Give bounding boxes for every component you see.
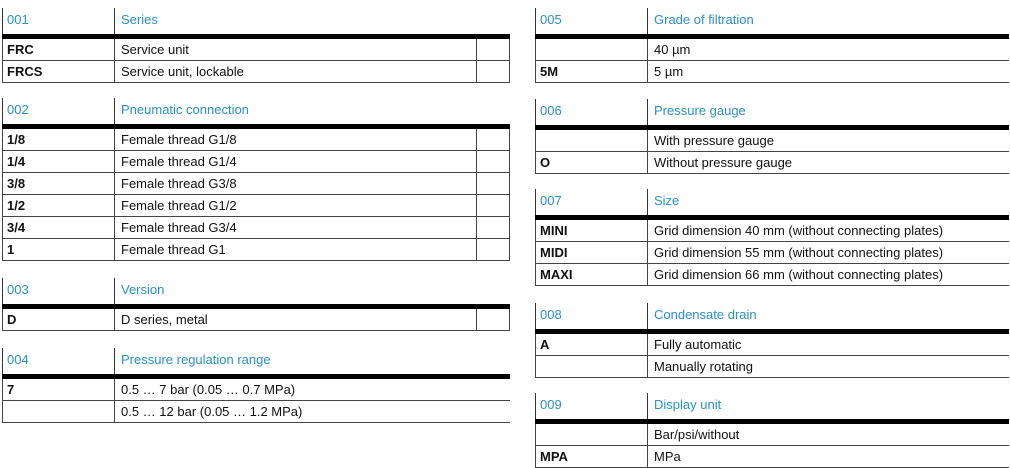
entry-box: [476, 195, 510, 216]
option-description: Without pressure gauge: [647, 152, 1009, 173]
section-header: [2, 98, 510, 124]
table-row: [2, 195, 510, 217]
option-code: 1/2: [2, 195, 114, 216]
option-description: Female thread G3/8: [114, 173, 476, 194]
option-code: [535, 424, 647, 445]
table-row: [2, 309, 510, 331]
table-row: [535, 61, 1009, 83]
table-row: [2, 239, 510, 261]
option-code: 3/4: [2, 217, 114, 238]
option-description: Service unit: [114, 39, 476, 60]
table-row: [535, 39, 1009, 61]
option-description: Grid dimension 40 mm (without connecting plates): [647, 220, 1009, 241]
table-row: [2, 61, 510, 83]
section-title: Size: [647, 189, 1009, 215]
table-row: [535, 446, 1009, 468]
table-row: [2, 217, 510, 239]
option-description: Grid dimension 66 mm (without connecting plates): [647, 264, 1009, 285]
section-006: [535, 99, 1009, 174]
section-number: 003: [2, 278, 114, 304]
table-row: [2, 39, 510, 61]
section-number: 002: [2, 98, 114, 124]
table-row: [2, 151, 510, 173]
option-code: A: [535, 334, 647, 355]
table-row: [535, 334, 1009, 356]
option-description: Fully automatic: [647, 334, 1009, 355]
option-code: FRC: [2, 39, 114, 60]
option-description: 5 µm: [647, 61, 1009, 82]
section-number: 001: [2, 8, 114, 34]
section-title: Display unit: [647, 393, 1009, 419]
section-009: [535, 393, 1009, 468]
section-005: [535, 8, 1009, 83]
option-code: 1/8: [2, 129, 114, 150]
table-row: [535, 130, 1009, 152]
table-row: [535, 152, 1009, 174]
section-number: 004: [2, 348, 114, 374]
option-description: Female thread G1/2: [114, 195, 476, 216]
section-001: [2, 8, 510, 83]
option-description: Grid dimension 55 mm (without connecting plates): [647, 242, 1009, 263]
option-code: [535, 39, 647, 60]
option-description: Female thread G1: [114, 239, 476, 260]
section-title: Pneumatic connection: [114, 98, 510, 124]
table-row: [535, 242, 1009, 264]
option-description: Manually rotating: [647, 356, 1009, 377]
option-code: 3/8: [2, 173, 114, 194]
section-007: [535, 189, 1009, 286]
section-header: [535, 189, 1009, 215]
option-code: MPA: [535, 446, 647, 467]
option-description: Female thread G3/4: [114, 217, 476, 238]
section-header: [535, 393, 1009, 419]
option-description: With pressure gauge: [647, 130, 1009, 151]
option-code: 5M: [535, 61, 647, 82]
option-code: FRCS: [2, 61, 114, 82]
section-008: [535, 303, 1009, 378]
section-003: [2, 278, 510, 331]
option-description: Female thread G1/8: [114, 129, 476, 150]
section-004: [2, 348, 510, 423]
table-row: [2, 129, 510, 151]
section-header: [2, 278, 510, 304]
table-row: [535, 264, 1009, 286]
option-description: 0.5 … 7 bar (0.05 … 0.7 MPa): [114, 379, 510, 400]
table-row: [535, 356, 1009, 378]
section-number: 005: [535, 8, 647, 34]
table-row: [2, 173, 510, 195]
option-code: MINI: [535, 220, 647, 241]
entry-box: [476, 239, 510, 260]
section-header: [535, 303, 1009, 329]
table-row: [2, 401, 510, 423]
option-description: D series, metal: [114, 309, 476, 330]
section-number: 008: [535, 303, 647, 329]
section-title: Version: [114, 278, 510, 304]
option-code: MIDI: [535, 242, 647, 263]
table-row: [535, 424, 1009, 446]
section-header: [2, 8, 510, 34]
option-code: MAXI: [535, 264, 647, 285]
table-row: [535, 220, 1009, 242]
section-title: Pressure gauge: [647, 99, 1009, 125]
option-code: 1/4: [2, 151, 114, 172]
section-header: [535, 99, 1009, 125]
entry-box: [476, 61, 510, 82]
option-code: [2, 401, 114, 422]
option-description: Service unit, lockable: [114, 61, 476, 82]
option-code: 7: [2, 379, 114, 400]
entry-box: [476, 309, 510, 330]
section-number: 006: [535, 99, 647, 125]
section-title: Pressure regulation range: [114, 348, 510, 374]
section-number: 007: [535, 189, 647, 215]
table-row: [2, 379, 510, 401]
section-title: Condensate drain: [647, 303, 1009, 329]
option-code: [535, 356, 647, 377]
entry-box: [476, 217, 510, 238]
entry-box: [476, 39, 510, 60]
entry-box: [476, 151, 510, 172]
section-title: Grade of filtration: [647, 8, 1009, 34]
section-002: [2, 98, 510, 261]
option-code: O: [535, 152, 647, 173]
option-description: Female thread G1/4: [114, 151, 476, 172]
section-title: Series: [114, 8, 510, 34]
option-code: 1: [2, 239, 114, 260]
option-code: [535, 130, 647, 151]
option-code: D: [2, 309, 114, 330]
option-description: Bar/psi/without: [647, 424, 1009, 445]
section-number: 009: [535, 393, 647, 419]
option-description: 0.5 … 12 bar (0.05 … 1.2 MPa): [114, 401, 510, 422]
option-description: 40 µm: [647, 39, 1009, 60]
entry-box: [476, 173, 510, 194]
option-description: MPa: [647, 446, 1009, 467]
section-header: [535, 8, 1009, 34]
section-header: [2, 348, 510, 374]
entry-box: [476, 129, 510, 150]
